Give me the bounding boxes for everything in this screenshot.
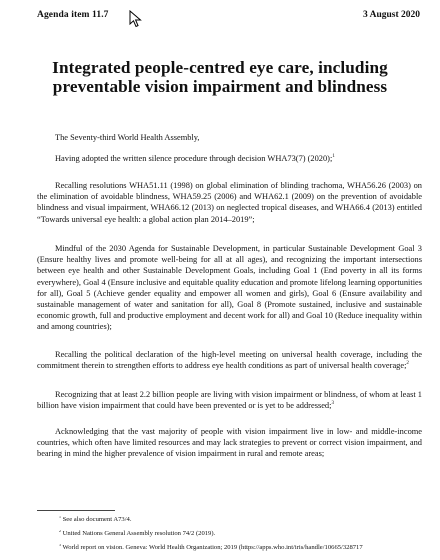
paragraph-acknowledging: Acknowledging that the vast majority of people with vision impairment live in low- and middle-income countries, which often have limited resources and may lack strategies to prevent or correct vision impairment, and bearing in mind the higher prevalence of vision impairment in rural and remote areas; — [37, 427, 422, 459]
footnote-separator — [37, 510, 115, 511]
footnote-1: $^1$ See also document A73/4. — [59, 516, 132, 523]
resolution-title — [20, 58, 420, 96]
paragraph-recalling-resolutions: Recalling resolutions WHA51.11 (1998) on global elimination of blinding trachoma, WHA56.26 (2003) on the elimination of avoidable blindness, WHA59.25 (2006) and WHA62.1 (2009) on the prevention of avoidable blindness and visual impairment, WHA66.12 (2013) on neglected tropical diseases, and WHA66.4 (2013) entitled “Towards universal eye health: a global action plan 2014–2019”; — [37, 181, 422, 224]
footnote-ref-1: 1 — [332, 154, 335, 160]
paragraph-recognizing-billion: Recognizing that at least 2.2 billion people are living with vision impairment or blindness, of whom at least 1 billion have vision impairment that could have been prevented or is yet to be addressed;$^3$ — [37, 390, 422, 411]
footnote-ref-3: 3 — [331, 401, 334, 407]
footnote-3: $^3$ World report on vision. Geneva: World Health Organization; 2019 (https://apps.who.int/iris/handle/10665/328717 — [59, 544, 363, 551]
footnote-ref-2: 2 — [406, 361, 409, 367]
footnote-2: $^2$ United Nations General Assembly resolution 74/2 (2019). — [59, 530, 216, 537]
paragraph-sdg-agenda: Mindful of the 2030 Agenda for Sustainable Development, in particular Sustainable Development Goal 3 (Ensure healthy lives and promote well-being for all at all ages), and recognizing the important intersections between eye health and other Sustainable Development Goals, including Goal 1 (End poverty in all its forms everywhere), Goal 4 (Ensure inclusive and equitable quality education and promote lifelong learning opportunities for all), Goal 5 (Achieve gender equality and empower all women and girls), Goal 6 (Ensure availability and sustainable management of water and sanitation for all), Goal 8 (Promote sustained, inclusive and sustainable economic growth, full and productive employment and decent work for all) and Goal 10 (Reduce inequality within and among countries); — [37, 244, 422, 332]
paragraph-preamble: The Seventy-third World Health Assembly, — [55, 133, 200, 142]
agenda-item-label: Agenda item 11.7 — [37, 10, 109, 20]
title-line-1: Integrated people-centred eye care, including — [52, 58, 388, 77]
title-line-2: preventable vision impairment and blindness — [52, 77, 388, 96]
mouse-cursor-icon — [129, 10, 143, 28]
paragraph-silence-procedure: Having adopted the written silence procedure through decision WHA73(7) (2020);$^1$ — [55, 154, 335, 163]
document-date: 3 August 2020 — [362, 10, 420, 20]
paragraph-political-declaration: Recalling the political declaration of the high-level meeting on universal health coverage, including the commitment therein to strengthen efforts to address eye health conditions as part of universal health coverage;$^2$ — [37, 350, 422, 371]
